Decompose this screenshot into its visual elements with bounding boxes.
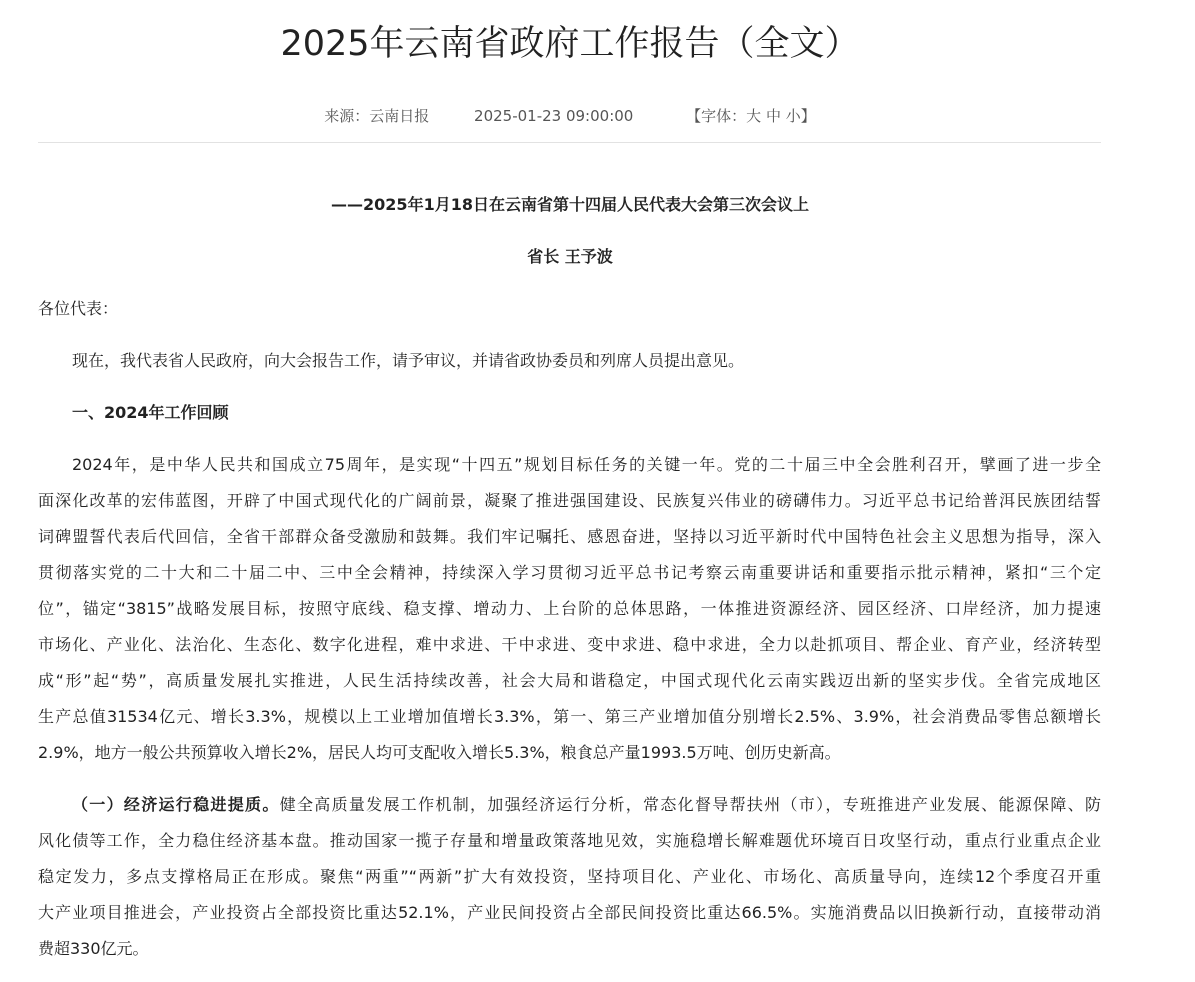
salutation: 各位代表： (38, 299, 119, 318)
paragraph-lead: （一）经济运行稳进提质。 (72, 795, 280, 814)
article-source: 来源：云南日报 (324, 107, 430, 125)
paragraph-line: 风化债等工作，全力稳住经济基本盘。推动国家一揽子存量和增量政策落地见效，实施稳增长解难题优环境百日攻坚行动，重点行业重点企业 (38, 831, 1101, 850)
paragraph-line: 费超330亿元。 (38, 939, 149, 958)
paragraph-first-text: 健全高质量发展工作机制，加强经济运行分析，常态化督导帮扶州（市），专班推进产业发展、能源保障、防 (279, 795, 1101, 814)
report-author: 省长 王予波 (527, 247, 613, 266)
paragraph-line: 2.9%，地方一般公共预算收入增长2%，居民人均可支配收入增长5.3%，粮食总产量1993.5万吨、创历史新高。 (38, 743, 841, 762)
paragraph-line: 2024年，是中华人民共和国成立75周年，是实现“十四五”规划目标任务的关键一年。党的二十届三中全会胜利召开，擘画了进一步全 (72, 455, 1101, 474)
paragraph-line: 稳定发力，多点支撑格局正在形成。聚焦“两重”“两新”扩大有效投资，坚持项目化、产业化、市场化、高质量导向，连续12个季度召开重 (38, 867, 1101, 886)
header-divider (38, 142, 1101, 143)
font-size-medium-button[interactable]: 中 (765, 107, 781, 125)
font-size-control (686, 104, 816, 128)
font-size-small-button[interactable]: 小 (785, 107, 801, 125)
paragraph-line: 生产总值31534亿元、增长3.3%，规模以上工业增加值增长3.3%，第一、第三产业增加值分别增长2.5%、3.9%，社会消费品零售总额增长 (38, 707, 1101, 726)
paragraph-line: 成“形”起“势”，高质量发展扎实推进，人民生活持续改善，社会大局和谐稳定，中国式现代化云南实践迈出新的坚实步伐。全省完成地区 (38, 671, 1101, 690)
paragraph-line: 位”，锚定“3815”战略发展目标，按照守底线、稳支撑、增动力、上台阶的总体思路，一体推进资源经济、园区经济、口岸经济，加力提速 (38, 599, 1101, 618)
paragraph-line: 市场化、产业化、法治化、生态化、数字化进程，难中求进、干中求进、变中求进、稳中求进，全力以赴抓项目、帮企业、育产业，经济转型 (38, 635, 1101, 654)
page-title: 2025年云南省政府工作报告（全文） (280, 24, 860, 64)
paragraph-line: 词碑盟誓代表后代回信，全省干部群众备受激励和鼓舞。我们牢记嘱托、感恩奋进，坚持以习近平新时代中国特色社会主义思想为指导，深入 (38, 527, 1101, 546)
section-heading: 一、2024年工作回顾 (72, 403, 229, 422)
font-size-bracket: 】 (800, 107, 816, 125)
paragraph-line: 贯彻落实党的二十大和二十届二中、三中全会精神，持续深入学习贯彻习近平总书记考察云南重要讲话和重要指示批示精神，紧扣“三个定 (38, 563, 1101, 582)
paragraph-line (38, 793, 1101, 817)
report-subtitle: ——2025年1月18日在云南省第十四届人民代表大会第三次会议上 (331, 195, 809, 214)
font-size-large-button[interactable]: 大 (746, 107, 762, 125)
article-date: 2025-01-23 09:00:00 (474, 107, 634, 125)
article-meta (0, 104, 1140, 128)
font-size-label: 【字体： (686, 107, 747, 125)
intro-paragraph: 现在，我代表省人民政府，向大会报告工作，请予审议，并请省政协委员和列席人员提出意见。 (72, 351, 745, 370)
paragraph-line: 大产业项目推进会，产业投资占全部投资比重达52.1%，产业民间投资占全部民间投资比重达66.5%。实施消费品以旧换新行动，直接带动消 (38, 903, 1101, 922)
paragraph-line: 面深化改革的宏伟蓝图，开辟了中国式现代化的广阔前景，凝聚了推进强国建设、民族复兴伟业的磅礴伟力。习近平总书记给普洱民族团结誓 (38, 491, 1101, 510)
